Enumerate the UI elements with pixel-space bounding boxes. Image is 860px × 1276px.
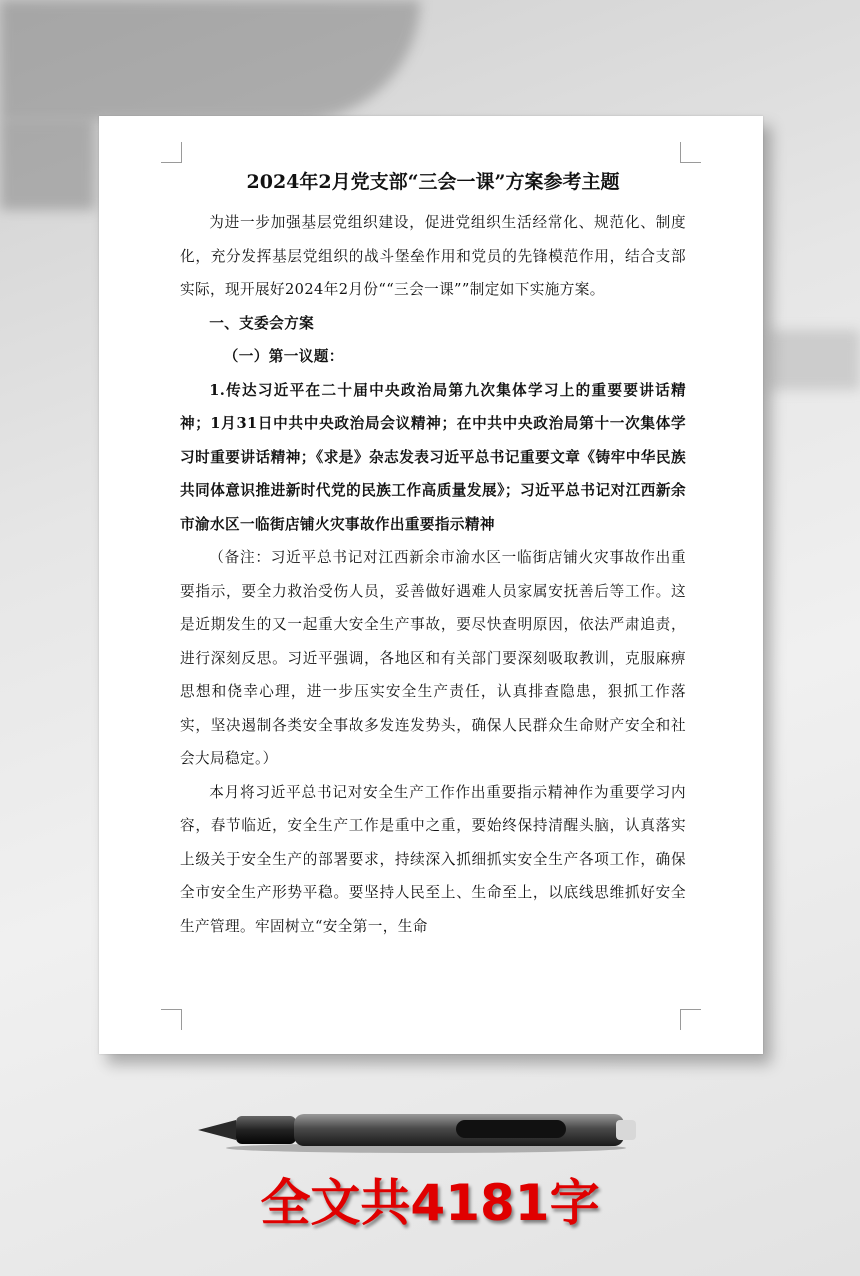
background-shadow [0, 0, 420, 120]
document-page [99, 116, 763, 1054]
crop-mark-top-left [161, 142, 182, 163]
crop-mark-bottom-right [680, 1009, 701, 1030]
pen-icon [196, 1106, 642, 1154]
paragraph-intro: 为进一步加强基层党组织建设，促进党组织生活经常化、规范化、制度化，充分发挥基层党组织的战斗堡垒作用和党员的先锋模范作用，结合支部实际，现开展好2024年2月份““三会一课””制定如下实施方案。 [180, 214, 686, 298]
section-heading: 一、支委会方案 [209, 314, 315, 332]
background-shadow [770, 330, 860, 390]
background-shadow [0, 120, 95, 210]
crop-mark-top-right [680, 142, 701, 163]
subsection-heading: （一）第一议题： [223, 348, 344, 365]
paragraph-topic: 1.传达习近平在二十届中央政治局第九次集体学习上的重要要讲话精神；1月31日中共中央政治局会议精神；在中共中央政治局第十一次集体学习时重要讲话精神；《求是》杂志发表习近平总书记重要文章《铸牢中华民族共同体意识推进新时代党的民族工作高质量发展》；习近平总书记对江西新余市渝水区一临街店铺火灾事故作出重要指示精神 [180, 381, 686, 533]
document-body [180, 168, 686, 943]
document-title: 2024年2月党支部“三会一课”方案参考主题 [246, 171, 620, 193]
crop-mark-bottom-left [161, 1009, 182, 1030]
paragraph-note: （备注：习近平总书记对江西新余市渝水区一临街店铺火灾事故作出重要指示，要全力救治受伤人员，妥善做好遇难人员家属安抚善后等工作。这是近期发生的又一起重大安全生产事故，要尽快查明原因，依法严肃追责，进行深刻反思。习近平强调，各地区和有关部门要深刻吸取教训，克服麻痹思想和侥幸心理，进一步压实安全生产责任，认真排查隐患，狠抓工作落实，坚决遏制各类安全事故多发连发势头，确保人民群众生命财产安全和社会大局稳定。） [180, 549, 686, 767]
paragraph-body: 本月将习近平总书记对安全生产工作作出重要指示精神作为重要学习内容，春节临近，安全生产工作是重中之重，要始终保持清醒头脑，认真落实上级关于安全生产的部署要求，持续深入抓细抓实安全生产各项工作，确保全市安全生产形势平稳。要坚持人民至上、生命至上，以底线思维抓好安全生产管理。牢固树立“安全第一，生命 [180, 783, 686, 935]
word-count-banner: 全文共4181字 [260, 1174, 600, 1232]
